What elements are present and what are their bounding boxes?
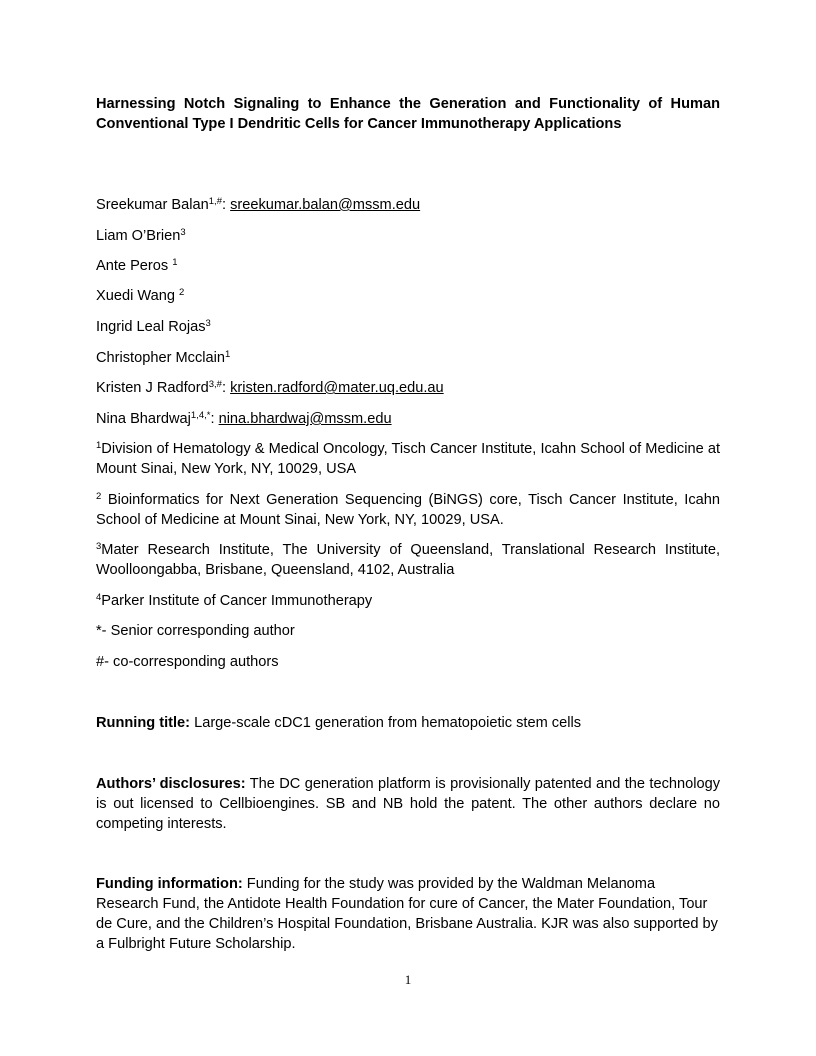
author-name: Kristen J Radford [96, 380, 209, 396]
author-line [96, 317, 211, 337]
manuscript-page [96, 94, 720, 952]
author-affiliation-marker: 3 [180, 227, 186, 238]
page-number: 1 [404, 972, 412, 987]
affiliation [96, 591, 720, 611]
co-corresponding-note: #- co-corresponding authors [96, 654, 279, 670]
running-title [96, 713, 720, 733]
author-email-link[interactable]: nina.bhardwaj@mssm.edu [218, 411, 392, 427]
author-name: Liam O’Brien [96, 228, 181, 244]
author-line [96, 348, 230, 368]
authors-disclosures [96, 774, 720, 834]
author-line [96, 226, 186, 246]
author-name: Sreekumar Balan [96, 197, 209, 213]
affiliation [96, 540, 720, 580]
author-affiliation-marker: 3 [205, 318, 211, 329]
paper-title: Harnessing Notch Signaling to Enhance the Generation and Functionality of Human Conventional Type I Dendritic Cells for Cancer Immunotherapy Applications [96, 96, 720, 132]
funding-text: Funding for the study was provided by the Waldman Melanoma Research Fund, the Antidote Health Foundation for cure of Cancer, the Mater Foundation, Tour de Cure, and the Children’s Hospital Foundation, Brisbane Australia. KJR was also supported by a Fulbright Future Scholarship. [96, 876, 718, 952]
affiliation-marker: 4 [96, 592, 102, 603]
author-email-link[interactable]: kristen.radford@mater.uq.edu.au [230, 380, 444, 396]
author-name: Xuedi Wang [96, 288, 180, 304]
affiliation-text: Bioinformatics for Next Generation Sequencing (BiNGS) core, Tisch Cancer Institute, Icahn School of Medicine at Mount Sinai, New York, NY, 10029, USA. [96, 492, 720, 528]
author-affiliation-marker: 1,4,* [190, 410, 211, 421]
author-affiliation-marker: 2 [179, 287, 185, 298]
affiliation-marker: 2 [96, 491, 102, 502]
running-title-label: Running title: [96, 715, 191, 731]
running-title-text: Large-scale cDC1 generation from hematopoietic stem cells [190, 715, 581, 731]
author-line [96, 286, 184, 306]
author-line [96, 378, 444, 398]
author-name: Nina Bhardwaj [96, 411, 191, 427]
author-affiliation-marker: 3,# [208, 379, 222, 390]
senior-author-note: *- Senior corresponding author [96, 623, 295, 639]
author-affiliation-marker: 1 [172, 257, 178, 268]
author-name: Christopher Mcclain [96, 350, 225, 366]
author-line [96, 256, 178, 276]
separator: : [221, 197, 231, 213]
author-line [96, 409, 392, 429]
affiliation [96, 439, 720, 479]
author-name: Ingrid Leal Rojas [96, 319, 206, 335]
affiliation-marker: 3 [96, 541, 102, 552]
affiliation-text: Parker Institute of Cancer Immunotherapy [101, 593, 373, 609]
author-email-link[interactable]: sreekumar.balan@mssm.edu [230, 197, 421, 213]
author-affiliation-marker: 1,# [208, 196, 222, 207]
separator: : [221, 380, 231, 396]
author-name: Ante Peros [96, 258, 173, 274]
disclosures-text: The DC generation platform is provisionally patented and the technology is out licensed to Cellbioengines. SB and NB hold the patent. The other authors declare no competing interests. [96, 776, 720, 832]
funding-information [96, 874, 720, 954]
affiliation-marker: 1 [96, 440, 102, 451]
affiliation-text: Mater Research Institute, The University of Queensland, Translational Research Institute, Woolloongabba, Brisbane, Queensland, 4102, Australia [96, 542, 720, 578]
author-affiliation-marker: 1 [224, 349, 231, 360]
author-line [96, 195, 420, 215]
disclosures-label: Authors’ disclosures: [96, 776, 246, 792]
affiliation [96, 490, 720, 530]
funding-label: Funding information: [96, 876, 243, 892]
separator: : [210, 411, 219, 427]
affiliation-text: Division of Hematology & Medical Oncology, Tisch Cancer Institute, Icahn School of Medicine at Mount Sinai, New York, NY, 10029, USA [96, 441, 720, 477]
